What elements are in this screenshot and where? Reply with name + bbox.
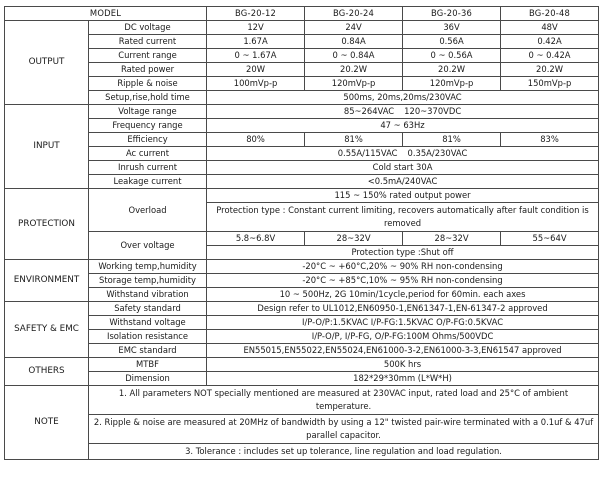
cell: Cold start 30A	[207, 161, 599, 175]
row-label: Dimension	[89, 372, 207, 386]
model-3: BG-20-36	[403, 7, 501, 21]
overvoltage-row-1	[5, 232, 599, 246]
cell: 0 ~ 0.84A	[305, 49, 403, 63]
cell: 83%	[501, 133, 599, 147]
cell: 0.84A	[305, 35, 403, 49]
safety-standard-row	[5, 302, 599, 316]
working-row	[5, 260, 599, 274]
row-label: Isolation resistance	[89, 330, 207, 344]
note-category: NOTE	[5, 386, 89, 460]
cell: 500ms, 20ms,20ms/230VAC	[207, 91, 599, 105]
cell: 20W	[207, 63, 305, 77]
note-row-2	[5, 415, 599, 444]
cell: 5.8~6.8V	[207, 232, 305, 246]
model-1: BG-20-12	[207, 7, 305, 21]
ac-current-values	[209, 148, 596, 159]
row-label: Overload	[89, 189, 207, 232]
row-label: Over voltage	[89, 232, 207, 260]
cell: 80%	[207, 133, 305, 147]
row-label: Withstand vibration	[89, 288, 207, 302]
cell: 48V	[501, 21, 599, 35]
cell: I/P-O/P:1.5KVAC I/P-FG:1.5KVAC O/P-FG:0.5KVAC	[207, 316, 599, 330]
note-row-3	[5, 444, 599, 460]
vibration-row	[5, 288, 599, 302]
cell: 150mVp-p	[501, 77, 599, 91]
protection-category: PROTECTION	[5, 189, 89, 260]
row-label: Efficiency	[89, 133, 207, 147]
leakage-row	[5, 175, 599, 189]
spec-table	[4, 6, 599, 460]
output-category: OUTPUT	[5, 21, 89, 105]
row-label: Current range	[89, 49, 207, 63]
voltage-range-values	[209, 106, 596, 117]
cell: 115 ~ 150% rated output power	[207, 189, 599, 203]
cell: 10 ~ 500Hz, 2G 10min/1cycle,period for 60min. each axes	[207, 288, 599, 302]
row-label: Voltage range	[89, 105, 207, 119]
row-label: Frequency range	[89, 119, 207, 133]
voltage-range-row	[5, 105, 599, 119]
row-label: Leakage current	[89, 175, 207, 189]
cell: EN55015,EN55022,EN55024,EN61000-3-2,EN61000-3-3,EN61547 approved	[207, 344, 599, 358]
cell: 47 ~ 63Hz	[207, 119, 599, 133]
cell: Protection type :Shut off	[207, 246, 599, 260]
header-row	[5, 7, 599, 21]
dc-voltage-row	[5, 21, 599, 35]
setup-row	[5, 91, 599, 105]
cell: <0.5mA/240VAC	[207, 175, 599, 189]
frequency-row	[5, 119, 599, 133]
ac-current-115: 0.55A/115VAC	[337, 148, 398, 158]
environment-category: ENVIRONMENT	[5, 260, 89, 302]
safety-category: SAFETY & EMC	[5, 302, 89, 358]
row-label: MTBF	[89, 358, 207, 372]
cell: 28~32V	[305, 232, 403, 246]
note-item: 3. Tolerance : includes set up tolerance, line regulation and load regulation.	[89, 444, 599, 460]
others-category: OTHERS	[5, 358, 89, 386]
model-4: BG-20-48	[501, 7, 599, 21]
voltage-range-dc: 120~370VDC	[404, 106, 462, 116]
storage-row	[5, 274, 599, 288]
cell: 0 ~ 1.67A	[207, 49, 305, 63]
model-2: BG-20-24	[305, 7, 403, 21]
cell: 28~32V	[403, 232, 501, 246]
rated-current-row	[5, 35, 599, 49]
cell: 100mVp-p	[207, 77, 305, 91]
ac-current-230: 0.35A/230VAC	[407, 148, 468, 158]
cell: 12V	[207, 21, 305, 35]
model-label: MODEL	[5, 7, 207, 21]
cell: 120mVp-p	[305, 77, 403, 91]
rated-power-row	[5, 63, 599, 77]
overload-row-1	[5, 189, 599, 203]
row-label: Rated power	[89, 63, 207, 77]
cell: 120mVp-p	[403, 77, 501, 91]
voltage-range-ac: 85~264VAC	[343, 106, 395, 116]
cell: 0.56A	[403, 35, 501, 49]
row-label: Setup,rise,hold time	[89, 91, 207, 105]
row-label: Ac current	[89, 147, 207, 161]
cell: 20.2W	[305, 63, 403, 77]
row-label: Storage temp,humidity	[89, 274, 207, 288]
dimension-row	[5, 372, 599, 386]
cell: I/P-O/P, I/P-FG, O/P-FG:100M Ohms/500VDC	[207, 330, 599, 344]
row-label: DC voltage	[89, 21, 207, 35]
row-label: EMC standard	[89, 344, 207, 358]
emc-row	[5, 344, 599, 358]
note-item: 2. Ripple & noise are measured at 20MHz of bandwidth by using a 12" twisted pair-wire terminated with a 0.1uf & 47uf parallel capacitor.	[89, 415, 599, 444]
cell: 55~64V	[501, 232, 599, 246]
input-category: INPUT	[5, 105, 89, 189]
cell: 24V	[305, 21, 403, 35]
note-row-1	[5, 386, 599, 415]
row-label: Safety standard	[89, 302, 207, 316]
row-label: Working temp,humidity	[89, 260, 207, 274]
cell: 182*29*30mm (L*W*H)	[207, 372, 599, 386]
isolation-row	[5, 330, 599, 344]
cell: -20°C ~ +85°C,10% ~ 95% RH non-condensing	[207, 274, 599, 288]
mtbf-row	[5, 358, 599, 372]
cell: -20°C ~ +60°C,20% ~ 90% RH non-condensing	[207, 260, 599, 274]
ripple-row	[5, 77, 599, 91]
cell: Protection type : Constant current limiting, recovers automatically after fault condition is removed	[207, 203, 599, 232]
cell: 20.2W	[403, 63, 501, 77]
cell: 20.2W	[501, 63, 599, 77]
row-label: Ripple & noise	[89, 77, 207, 91]
row-label: Withstand voltage	[89, 316, 207, 330]
cell: 0 ~ 0.42A	[501, 49, 599, 63]
cell: 0.42A	[501, 35, 599, 49]
cell: 81%	[305, 133, 403, 147]
row-label: Rated current	[89, 35, 207, 49]
inrush-row	[5, 161, 599, 175]
note-item: 1. All parameters NOT specially mentioned are measured at 230VAC input, rated load and 25°C of ambient temperature.	[89, 386, 599, 415]
cell: 36V	[403, 21, 501, 35]
current-range-row	[5, 49, 599, 63]
ac-current-row	[5, 147, 599, 161]
withstand-voltage-row	[5, 316, 599, 330]
cell: 500K hrs	[207, 358, 599, 372]
cell	[207, 147, 599, 161]
cell: Design refer to UL1012,EN60950-1,EN61347-1,EN-61347-2 approved	[207, 302, 599, 316]
cell: 1.67A	[207, 35, 305, 49]
row-label: Inrush current	[89, 161, 207, 175]
cell: 0 ~ 0.56A	[403, 49, 501, 63]
cell	[207, 105, 599, 119]
cell: 81%	[403, 133, 501, 147]
efficiency-row	[5, 133, 599, 147]
